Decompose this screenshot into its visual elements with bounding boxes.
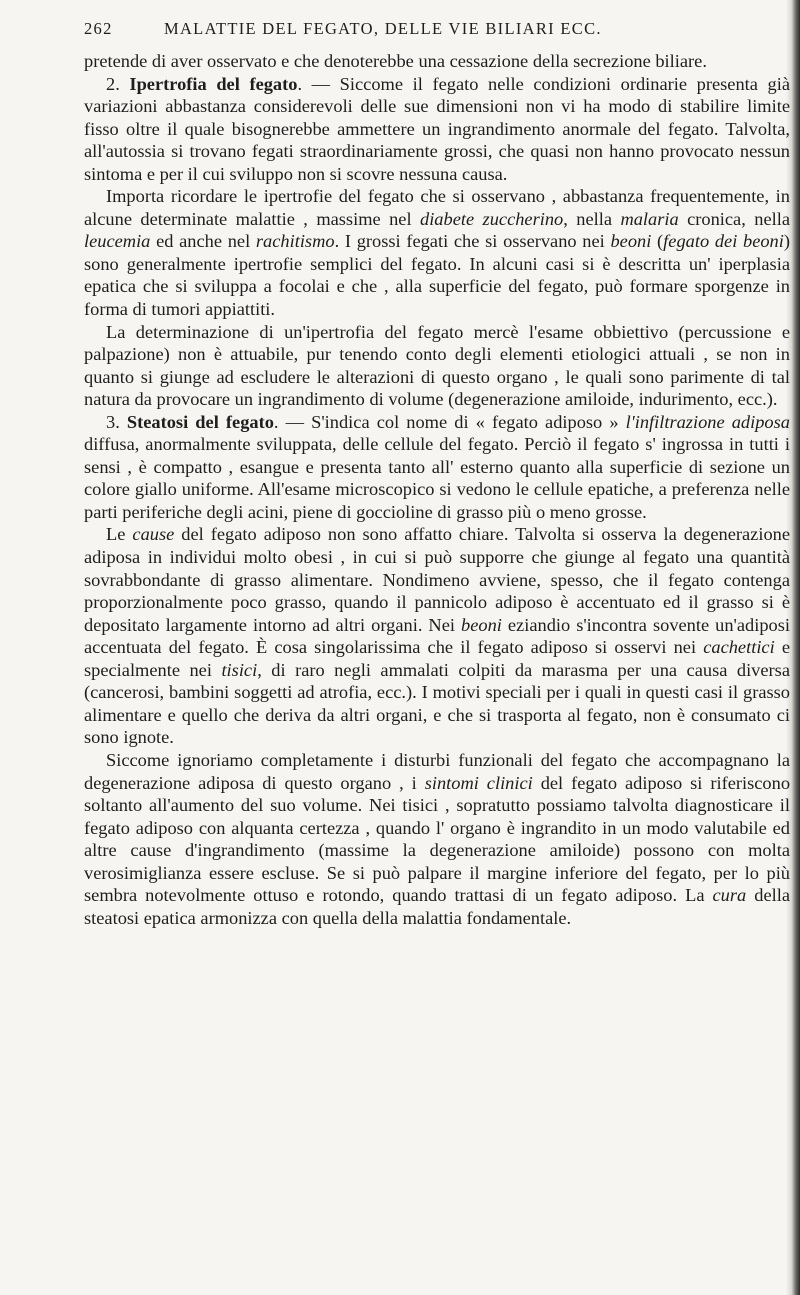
- paragraph: [84, 185, 790, 320]
- italic-term: fegato dei beoni: [663, 231, 784, 252]
- book-page: [84, 14, 790, 929]
- text-run: , nella: [563, 208, 621, 229]
- paragraph: [84, 411, 790, 524]
- italic-term: l'infiltrazione adiposa: [625, 411, 790, 432]
- page-number: 262: [84, 19, 113, 38]
- text-run: La determinazione di un'ipertrofia del fegato mercè l'esame obbiettivo (percussione e palpazione) non è attuabile, pur tenendo conto degli elementi etiologici attuali , se non in quanto si giunge ad escludere le alterazioni di questo organo , le quali sono parimente di tal natura da provocare un ingrandimento di volume (degenerazione amiloide, indurimento, ecc.).: [84, 321, 790, 410]
- text-run: 3.: [106, 411, 127, 432]
- text-run: , di raro negli ammalati colpiti da marasma per una causa diversa (cancerosi, bambini soggetti ad atrofia, ecc.). I motivi speciali per i quali in questi casi il grasso alimentare e quello che deriva da altri organi, e che si trasporta al fegato, non è consumato ci sono ignote.: [84, 659, 790, 748]
- text-run: . — Siccome il fegato nelle condizioni ordinarie presenta già variazioni abbastanza considerevoli delle sue dimensioni non vi ha modo di stabilire limite fisso oltre il quale bisognerebbe ammettere un ingrandimento anormale del fegato. Talvolta, all'autossia si trovano fegati straordinariamente grossi, che quasi non hanno provocato nessun sintoma e per il cui sviluppo non si scovre nessuna causa.: [84, 73, 790, 184]
- paragraph: [84, 749, 790, 929]
- text-run: cronica, nella: [678, 208, 790, 229]
- text-run: del fegato adiposo si riferiscono soltanto all'aumento del suo volume. Nei tisici , sopratutto possiamo talvolta diagnosticare il fegato adiposo con alquanta certezza , quando l' organo è ingrandito in un modo valutabile ed altre cause d'ingrandimento (massime la degenerazione amiloide) possono con molta verosimiglianza essere escluse. Se si può palpare il margine inferiore del fegato, per lo più sembra notevolmente ottuso e rotondo, quando trattasi di un fegato adiposo. La: [84, 772, 791, 906]
- text-run: (: [651, 231, 664, 252]
- text-run: Siccome ignoriamo completamente i disturbi funzionali del fegato che accompagnano la degenerazione adiposa di questo organo , i: [84, 749, 790, 793]
- italic-term: leucemia: [84, 231, 151, 252]
- paragraph: [84, 321, 790, 411]
- italic-term: cura: [712, 885, 747, 906]
- italic-term: beoni: [610, 231, 652, 252]
- text-run: . I grossi fegati che si osservano nei: [334, 231, 611, 252]
- text-run: diffusa, anormalmente sviluppata, delle cellule del fegato. Perciò il fegato s' ingrossa in tutti i sensi , è compatto , esangue e presenta tanto all' esterno quanto alla superficie di sezione un colore giallo uniforme. All'esame microscopico si vedono le cellule epatiche, a preferenza nelle parti periferiche degli acini, piene di goccioline di grasso più o meno grosse.: [84, 434, 790, 522]
- text-run: del fegato adiposo non sono affatto chiare. Talvolta si osserva la degenerazione adiposa in individui molto obesi , in cui si può supporre che giunge al fegato una quantità sovrabbondante di grasso alimentare. Nondimeno avviene, spesso, che il fegato contenga proporzionalmente poco grasso, quando il pannicolo adiposo è accentuato ed il grasso si è depositato largamente intorno ad altri organi. Nei: [84, 524, 790, 635]
- italic-term: rachitismo: [255, 231, 335, 252]
- paragraph: [84, 73, 790, 186]
- text-run: ) sono generalmente ipertrofie semplici del fegato. In alcuni casi si è descritta un' iperplasia epatica che si sviluppa a focolai e che , alla superficie del fegato, può formare sporgenze in forma di tumori appiattiti.: [84, 231, 790, 320]
- paragraph: [84, 523, 790, 748]
- italic-term: sintomi clinici: [424, 772, 533, 793]
- italic-term: tisici: [221, 659, 258, 680]
- italic-term: cachettici: [703, 637, 775, 658]
- italic-term: diabete zuccherino: [420, 208, 564, 229]
- paragraph: [84, 50, 790, 73]
- italic-term: malaria: [620, 208, 679, 229]
- text-run: della steatosi epatica armonizza con quella della malattia fondamentale.: [84, 885, 791, 928]
- text-run: eziandio s'incontra sovente un'adiposi accentuata del fegato. È cosa singolarissima che il fegato adiposo si osservi nei: [84, 614, 790, 658]
- text-run: Importa ricordare le ipertrofie del fegato che si osservano , abbastanza frequentemente, in alcune determinate malattie , massime nel: [84, 186, 790, 229]
- text-run: . — S'indica col nome di « fegato adiposo »: [273, 411, 626, 432]
- italic-term: beoni: [461, 614, 502, 635]
- running-head: MALATTIE DEL FEGATO, DELLE VIE BILIARI ECC.: [164, 19, 602, 38]
- section-heading: Steatosi del fegato: [126, 411, 274, 432]
- page-header: [84, 14, 790, 44]
- body-text: [84, 50, 790, 929]
- italic-term: cause: [132, 524, 175, 545]
- text-run: ed anche nel: [150, 231, 256, 252]
- section-heading: Ipertrofia del fegato: [129, 73, 298, 94]
- text-run: Le: [106, 524, 133, 545]
- text-run: e specialmente nei: [84, 637, 790, 680]
- text-run: pretende di aver osservato e che denoterebbe una cessazione della secrezione biliare.: [84, 51, 707, 71]
- text-run: 2.: [106, 73, 130, 94]
